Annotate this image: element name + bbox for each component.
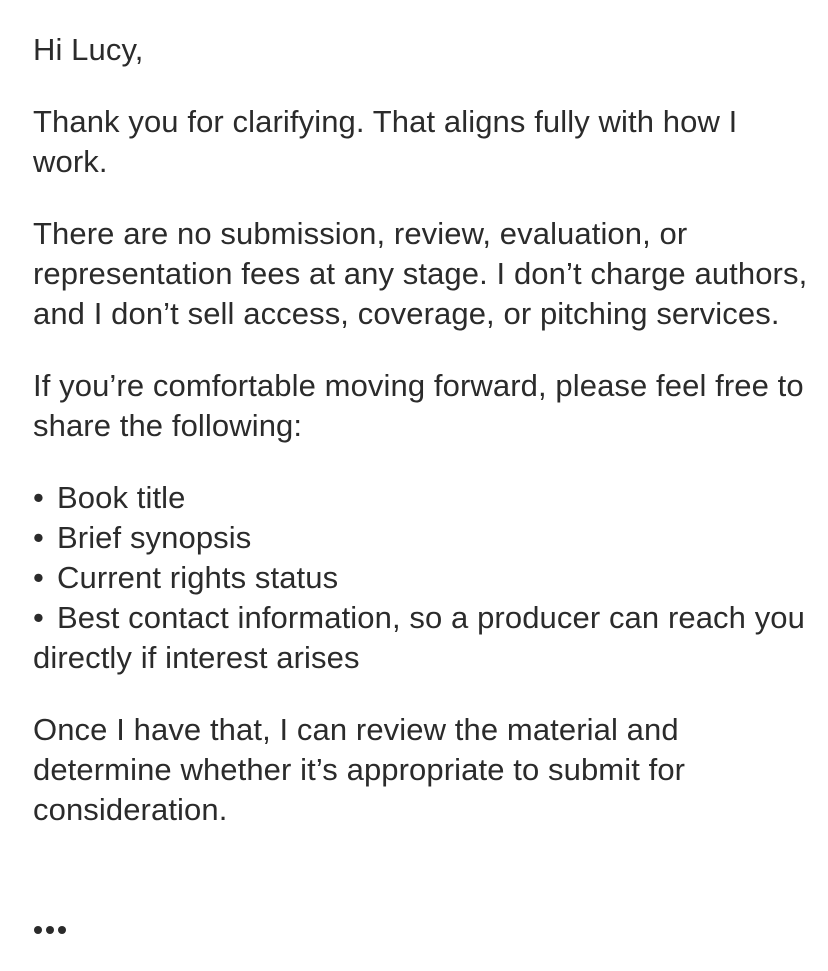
bullet: • [33,480,44,515]
email-message-body [33,30,813,862]
requested-info-list [33,478,813,678]
list-item-text: Brief synopsis [57,520,252,555]
greeting: Hi Lucy, [33,32,144,67]
list-item [33,558,813,598]
bullet: • [33,600,44,635]
list-item-text: Book title [57,480,186,515]
paragraph-fees: There are no submission, review, evaluation, or representation fees at any stage. I don’t charge authors, and I don’t sell access, coverage, or pitching services. [33,216,808,331]
bullet: • [33,560,44,595]
list-item [33,598,813,678]
dot [46,926,54,934]
dot [58,926,66,934]
list-item [33,478,813,518]
bullet: • [33,520,44,555]
paragraph-request: If you’re comfortable moving forward, please feel free to share the following: [33,368,804,443]
paragraph-thanks: Thank you for clarifying. That aligns fully with how I work. [33,104,738,179]
list-item-text: Current rights status [57,560,339,595]
ellipsis-icon[interactable] [34,926,66,934]
paragraph-closing: Once I have that, I can review the material and determine whether it’s appropriate to submit for consideration. [33,712,686,827]
list-item [33,518,813,558]
list-item-text: Best contact information, so a producer can reach you directly if interest arises [33,600,805,675]
dot [34,926,42,934]
